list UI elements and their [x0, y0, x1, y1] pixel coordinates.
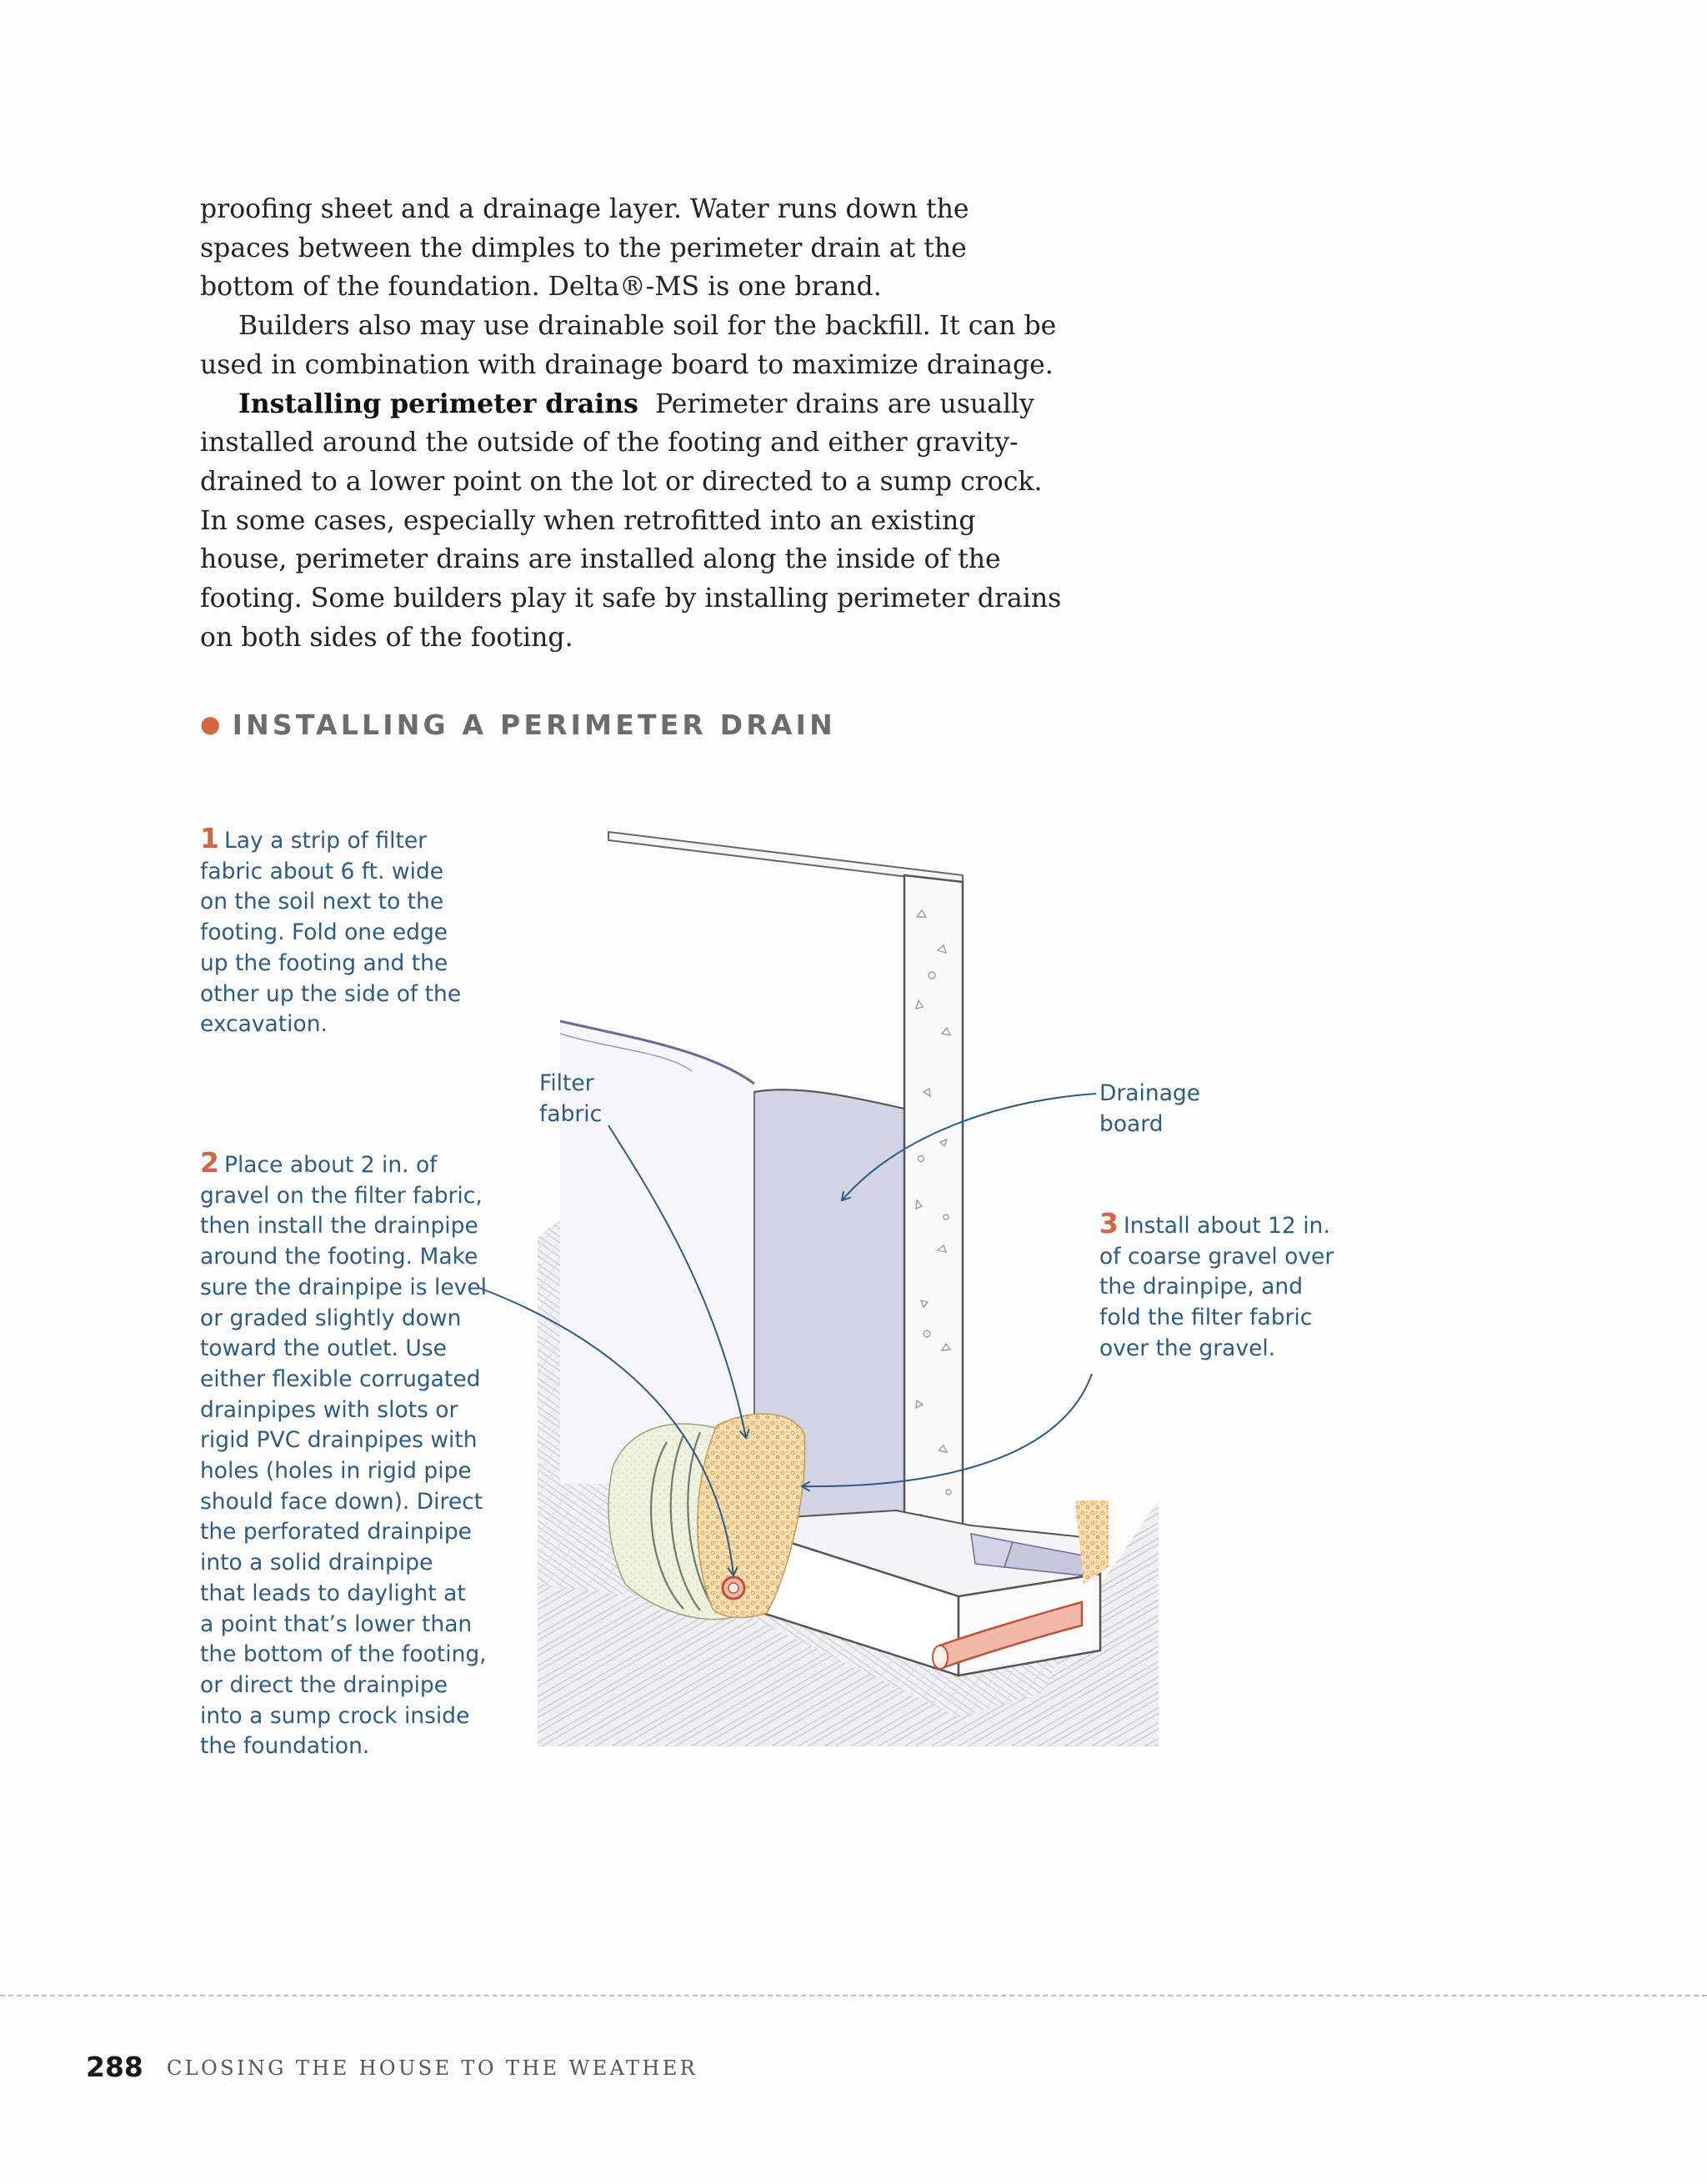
running-footer-title: CLOSING THE HOUSE TO THE WEATHER [167, 2056, 698, 2080]
run-in-heading: Installing perimeter drains [238, 388, 638, 419]
paragraph-3-text: Perimeter drains are usually installed around the outside of the footing and either gravity-drained to a lower point on the lot or directed to a sump crock. In some cases, especially when retrofitted into an existing house, perimeter drains are installed along the inside of the footing. Some builders play it safe by installing perimeter drains on both sides of the footing. [200, 388, 1062, 653]
step-2-line-12: should face down). Direct [200, 1488, 483, 1515]
label-filter-fabric-line-1: Filter [539, 1070, 594, 1096]
step-2-line-17: the bottom of the footing, [200, 1641, 487, 1668]
step-2-line-5: sure the drainpipe is level [200, 1274, 488, 1300]
step-3-line-4: fold the filter fabric [1099, 1305, 1313, 1331]
step-2-line-16: a point that’s lower than [200, 1610, 473, 1637]
figure-heading-text: INSTALLING A PERIMETER DRAIN [232, 709, 836, 741]
paragraph-2: Builders also may use drainable soil for the backfill. It can be used in combination with drainage board to maximize drainage. [200, 311, 1057, 380]
step-2-line-15: that leads to daylight at [200, 1580, 466, 1606]
step-3-line-2: of coarse gravel over [1099, 1243, 1334, 1270]
step-2-line-3: then install the drainpipe [200, 1213, 478, 1240]
step-2-line-9: drainpipes with slots or [200, 1396, 458, 1423]
label-drainage-board-line-1: Drainage [1099, 1080, 1201, 1106]
step-3-line-5: over the gravel. [1099, 1335, 1276, 1361]
footer-rule [0, 1995, 1707, 1996]
step-1-line-5: up the footing and the [200, 949, 448, 976]
label-filter-fabric [539, 1069, 602, 1130]
step-2-line-4: around the footing. Make [200, 1244, 478, 1270]
step-3-number: 3 [1099, 1207, 1119, 1240]
page-number: 288 [86, 2051, 143, 2083]
step-2-number: 2 [200, 1146, 219, 1179]
step-2-line-20: the foundation. [200, 1733, 370, 1760]
callout-step-3 [1099, 1209, 1399, 1365]
heading-bullet-icon: ● [200, 710, 224, 738]
step-2-line-2: gravel on the filter fabric, [200, 1182, 483, 1209]
step-2-line-10: rigid PVC drainpipes with [200, 1427, 478, 1454]
step-1-line-7: excavation. [200, 1011, 328, 1038]
step-1-line-4: footing. Fold one edge [200, 919, 448, 946]
step-2-line-11: holes (holes in rigid pipe [200, 1458, 472, 1485]
step-1-number: 1 [200, 822, 219, 854]
paragraph-1: proofing sheet and a drainage layer. Water runs down the spaces between the dimples to the perimeter drain at the bottom of the foundation. Delta®-MS is one brand. [200, 194, 969, 303]
step-2-line-14: into a solid drainpipe [200, 1550, 433, 1576]
step-2-line-19: into a sump crock inside [200, 1702, 470, 1729]
callout-step-2 [200, 1148, 517, 1762]
step-2-line-1: Place about 2 in. of [223, 1152, 438, 1178]
step-1-line-6: other up the side of the [200, 980, 462, 1007]
step-2-line-6: or graded slightly down [200, 1305, 462, 1331]
step-3-line-3: the drainpipe, and [1099, 1274, 1304, 1300]
step-2-line-7: toward the outlet. Use [200, 1335, 447, 1362]
step-1-line-3: on the soil next to the [200, 889, 444, 915]
concrete-wall-edge [904, 875, 963, 1550]
step-3-line-1: Install about 12 in. [1123, 1213, 1330, 1239]
step-2-line-13: the perforated drainpipe [200, 1519, 472, 1545]
label-drainage-board [1099, 1079, 1200, 1140]
callout-step-1 [200, 824, 500, 1040]
step-1-line-1: Lay a strip of filter [223, 828, 428, 854]
step-2-line-18: or direct the drainpipe [200, 1671, 448, 1698]
step-2-line-8: either flexible corrugated [200, 1365, 481, 1392]
label-filter-fabric-line-2: fabric [539, 1100, 603, 1127]
step-1-line-2: fabric about 6 ft. wide [200, 858, 444, 884]
label-drainage-board-line-2: board [1099, 1110, 1164, 1137]
